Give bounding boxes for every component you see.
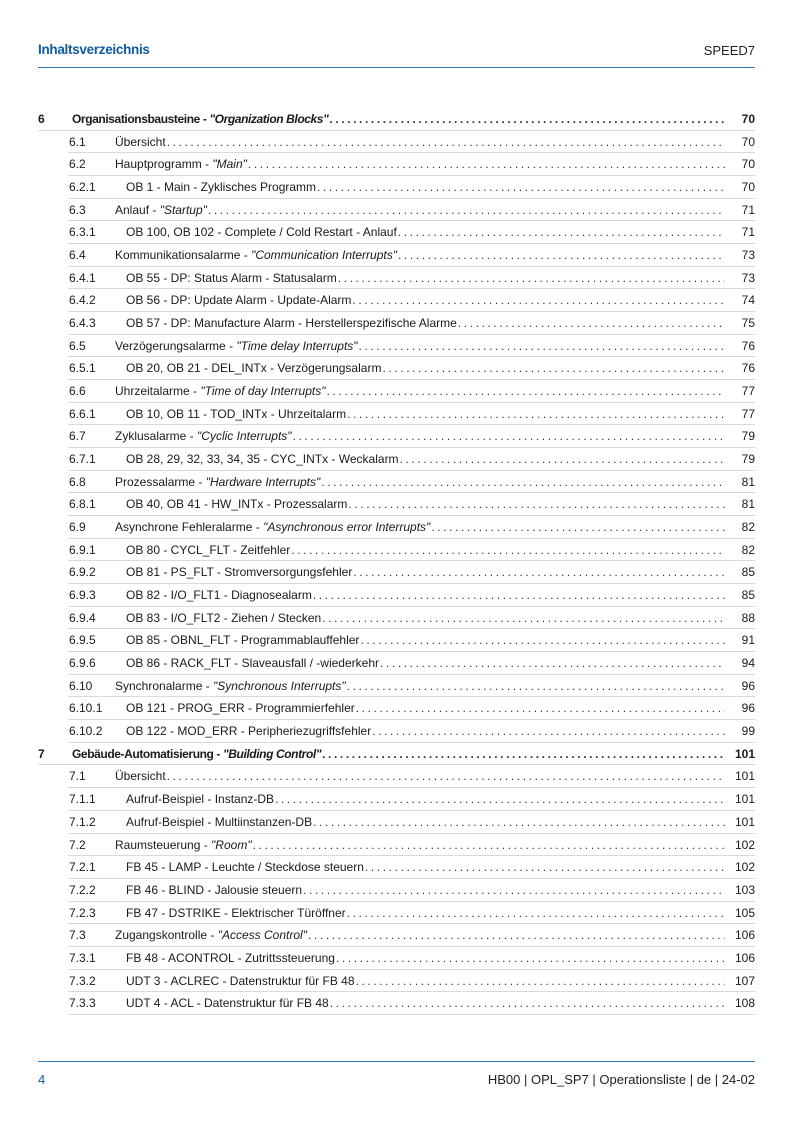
toc-entry-number: 6.7.1	[69, 452, 96, 467]
toc-entry-page: 70	[741, 180, 755, 195]
toc-entry-title	[126, 357, 725, 380]
toc-entry-text: OB 81 - PS_FLT - Stromversorgungsfehler	[126, 565, 353, 580]
toc-entry-number: 6.7	[69, 429, 86, 444]
toc-entry-title	[115, 765, 725, 788]
toc-entry-english-title: "Access Control"	[217, 928, 307, 943]
dot-leader	[329, 108, 725, 131]
toc-entry-text: Zyklusalarme -	[115, 429, 198, 444]
toc-entry-text: Anlauf -	[115, 202, 160, 217]
toc-entry-title	[115, 675, 725, 698]
toc-entry[interactable]	[38, 244, 755, 267]
toc-entry-text: OB 83 - I/O_FLT2 - Ziehen / Stecken	[126, 610, 322, 625]
toc-entry[interactable]	[38, 743, 755, 766]
toc-entry-text: UDT 4 - ACL - Datenstruktur für FB 48	[126, 996, 329, 1011]
toc-entry-page: 70	[741, 112, 755, 126]
toc-entry-title	[115, 335, 725, 358]
footer-divider	[38, 1061, 755, 1062]
toc-entry-title	[126, 879, 725, 902]
toc-entry-number: 6.10.2	[69, 724, 103, 739]
dot-leader	[458, 312, 725, 335]
toc-entry[interactable]	[38, 675, 755, 698]
toc-entry[interactable]	[38, 856, 755, 879]
toc-entry[interactable]	[38, 493, 755, 516]
dot-leader	[372, 720, 725, 743]
toc-entry-text: FB 47 - DSTRIKE - Elektrischer Türöffner	[126, 905, 346, 920]
footer-info: HB00 | OPL_SP7 | Operationsliste | de | 24-02	[487, 1072, 755, 1087]
dot-leader	[382, 357, 725, 380]
toc-entry-number: 6.4	[69, 248, 86, 263]
dot-leader	[322, 607, 725, 630]
toc-entry-title	[126, 539, 725, 562]
toc-entry-text: Übersicht	[115, 769, 166, 784]
toc-entry[interactable]	[38, 448, 755, 471]
toc-entry-page: 70	[741, 134, 755, 149]
toc-entry-title	[126, 720, 725, 743]
dot-leader	[291, 539, 725, 562]
toc-entry-english-title: "Organization Blocks"	[209, 112, 329, 126]
dot-leader	[347, 902, 725, 925]
toc-entry-title	[126, 289, 725, 312]
toc-entry-page: 103	[734, 882, 755, 897]
dot-leader	[398, 221, 725, 244]
dot-leader	[313, 584, 725, 607]
toc-entry-number: 6.6.1	[69, 406, 96, 421]
dot-leader	[338, 267, 725, 290]
dot-leader	[380, 652, 725, 675]
toc-entry-english-title: "Building Control"	[222, 746, 322, 761]
toc-entry-number: 7.1.1	[69, 792, 96, 807]
toc-entry-title	[126, 493, 725, 516]
toc-entry-text: OB 20, OB 21 - DEL_INTx - Verzögerungsalarm	[126, 361, 382, 376]
toc-entry-text: Hauptprogramm -	[115, 157, 213, 172]
toc-entry-title	[115, 516, 725, 539]
toc-entry-text: OB 28, 29, 32, 33, 34, 35 - CYC_INTx - Weckalarm	[126, 452, 399, 467]
toc-entry-title	[126, 811, 725, 834]
toc-entry-text: OB 100, OB 102 - Complete / Cold Restart - Anlauf	[126, 225, 397, 240]
dot-leader	[365, 856, 725, 879]
toc-entry-title	[115, 834, 725, 857]
dot-leader	[321, 471, 725, 494]
toc-entry[interactable]	[38, 561, 755, 584]
toc-entry-number: 7.2.3	[69, 905, 96, 920]
toc-entry[interactable]	[38, 788, 755, 811]
toc-entry-text: Aufruf-Beispiel - Multiinstanzen-DB	[126, 814, 313, 829]
toc-entry-title	[72, 108, 725, 131]
toc-entry-title	[126, 267, 725, 290]
toc-entry[interactable]	[38, 539, 755, 562]
header-title: Inhaltsverzeichnis	[38, 42, 150, 57]
dot-leader	[356, 697, 725, 720]
dot-leader	[293, 425, 725, 448]
dot-leader	[360, 629, 725, 652]
toc-entry-title	[115, 199, 725, 222]
toc-entry-title	[126, 448, 725, 471]
toc-entry[interactable]	[38, 131, 755, 154]
toc-entry-title	[126, 947, 725, 970]
toc-entry-number: 6.6	[69, 384, 86, 399]
toc-entry-title	[115, 131, 725, 154]
dot-leader	[308, 924, 725, 947]
toc-entry-page: 81	[741, 497, 755, 512]
toc-entry-text: Kommunikationsalarme -	[115, 248, 252, 263]
toc-entry[interactable]	[38, 992, 755, 1015]
toc-entry-number: 6.5	[69, 338, 86, 353]
toc-entry-page: 101	[734, 769, 755, 784]
toc-entry-number: 7.3	[69, 928, 86, 943]
toc-entry-number: 6.1	[69, 134, 86, 149]
toc-entry[interactable]	[38, 970, 755, 993]
dot-leader	[167, 765, 725, 788]
dot-leader	[303, 879, 725, 902]
toc-entry-page: 76	[741, 361, 755, 376]
toc-entry-number: 6.10	[69, 678, 93, 693]
toc-entry-number: 7.3.3	[69, 996, 96, 1011]
header-divider	[38, 67, 755, 68]
toc-entry-text: OB 82 - I/O_FLT1 - Diagnosealarm	[126, 588, 312, 603]
toc-entry-page: 105	[734, 905, 755, 920]
toc-entry-text: Verzögerungsalarme -	[115, 338, 237, 353]
toc-entry-number: 6.9.6	[69, 656, 96, 671]
toc-entry-title	[126, 221, 725, 244]
toc-entry[interactable]	[38, 335, 755, 358]
dot-leader	[359, 335, 725, 358]
toc-entry[interactable]	[38, 765, 755, 788]
toc-entry-page: 94	[741, 656, 755, 671]
dot-leader	[348, 493, 725, 516]
toc-entry-page: 71	[741, 202, 755, 217]
dot-leader	[330, 992, 725, 1015]
dot-leader	[322, 743, 725, 766]
toc-entry-title	[126, 992, 725, 1015]
toc-entry-title	[126, 652, 725, 675]
dot-leader	[167, 131, 725, 154]
table-of-contents	[38, 108, 755, 1015]
dot-leader	[353, 561, 725, 584]
toc-entry-page: 101	[734, 746, 755, 761]
dot-leader	[313, 811, 725, 834]
toc-entry[interactable]	[38, 312, 755, 335]
toc-entry-number: 7.1.2	[69, 814, 96, 829]
toc-entry[interactable]	[38, 834, 755, 857]
dot-leader	[352, 289, 725, 312]
toc-entry-text: OB 121 - PROG_ERR - Programmierfehler	[126, 701, 355, 716]
toc-entry-text: Raumsteuerung -	[115, 837, 212, 852]
toc-entry[interactable]	[38, 289, 755, 312]
toc-entry-page: 79	[741, 452, 755, 467]
toc-entry-text: Prozessalarme -	[115, 474, 206, 489]
toc-entry-number: 7.2.1	[69, 860, 96, 875]
toc-entry-number: 6.4.3	[69, 316, 96, 331]
toc-entry-text: Zugangskontrolle -	[115, 928, 218, 943]
toc-entry-page: 106	[734, 928, 755, 943]
toc-entry[interactable]	[38, 471, 755, 494]
toc-entry-text: Gebäude-Automatisierung -	[72, 746, 223, 761]
row-separator	[68, 1014, 755, 1015]
dot-leader	[347, 675, 725, 698]
toc-entry[interactable]	[38, 879, 755, 902]
toc-entry-number: 7	[38, 746, 45, 761]
toc-entry[interactable]	[38, 697, 755, 720]
toc-entry-page: 101	[734, 814, 755, 829]
toc-entry-title	[126, 561, 725, 584]
toc-entry-number: 6.9.1	[69, 542, 96, 557]
toc-entry-text: OB 56 - DP: Update Alarm - Update-Alarm	[126, 293, 352, 308]
toc-entry-title	[115, 153, 725, 176]
toc-entry[interactable]	[38, 403, 755, 426]
toc-entry-text: OB 40, OB 41 - HW_INTx - Prozessalarm	[126, 497, 348, 512]
toc-entry[interactable]	[38, 176, 755, 199]
toc-entry-page: 73	[741, 248, 755, 263]
toc-entry-text: OB 80 - CYCL_FLT - Zeitfehler	[126, 542, 291, 557]
dot-leader	[347, 403, 725, 426]
toc-entry-page: 70	[741, 157, 755, 172]
toc-entry-text: Übersicht	[115, 134, 166, 149]
toc-entry-english-title: "Communication Interrupts"	[251, 248, 397, 263]
toc-entry-title	[126, 584, 725, 607]
toc-entry[interactable]	[38, 425, 755, 448]
toc-entry[interactable]	[38, 516, 755, 539]
toc-entry-page: 85	[741, 588, 755, 603]
toc-entry-page: 88	[741, 610, 755, 625]
toc-entry-number: 7.2.2	[69, 882, 96, 897]
toc-entry-page: 79	[741, 429, 755, 444]
toc-entry-title	[115, 244, 725, 267]
toc-entry[interactable]	[38, 584, 755, 607]
toc-entry-title	[115, 380, 725, 403]
dot-leader	[400, 448, 725, 471]
toc-entry-title	[126, 856, 725, 879]
toc-entry[interactable]	[38, 357, 755, 380]
toc-entry-page: 76	[741, 338, 755, 353]
footer-page-number: 4	[38, 1072, 46, 1087]
toc-entry-title	[126, 697, 725, 720]
toc-entry-number: 7.3.2	[69, 973, 96, 988]
toc-entry-title	[126, 312, 725, 335]
toc-entry-text: OB 57 - DP: Manufacture Alarm - Herstellerspezifische Alarme	[126, 316, 457, 331]
toc-entry-number: 6.9.5	[69, 633, 96, 648]
toc-entry-english-title: "Hardware Interrupts"	[205, 474, 321, 489]
toc-entry-title	[126, 788, 725, 811]
toc-entry-title	[126, 176, 725, 199]
toc-entry-title	[126, 403, 725, 426]
toc-entry-number: 6.4.1	[69, 270, 96, 285]
toc-entry-text: Uhrzeitalarme -	[115, 384, 201, 399]
toc-entry-title	[126, 902, 725, 925]
toc-entry-title	[115, 924, 725, 947]
toc-entry-text: Synchronalarme -	[115, 678, 214, 693]
toc-entry-page: 99	[741, 724, 755, 739]
toc-entry-english-title: "Time delay Interrupts"	[236, 338, 358, 353]
toc-entry-page: 71	[741, 225, 755, 240]
toc-entry-english-title: "Cyclic Interrupts"	[197, 429, 292, 444]
toc-entry-number: 6.9.2	[69, 565, 96, 580]
toc-entry-number: 7.3.1	[69, 950, 96, 965]
toc-entry-text: UDT 3 - ACLREC - Datenstruktur für FB 48	[126, 973, 355, 988]
toc-entry-number: 6.2.1	[69, 180, 96, 195]
dot-leader	[248, 153, 725, 176]
toc-entry-text: Aufruf-Beispiel - Instanz-DB	[126, 792, 275, 807]
toc-entry[interactable]	[38, 607, 755, 630]
dot-leader	[253, 834, 725, 857]
toc-entry[interactable]	[38, 652, 755, 675]
dot-leader	[431, 516, 725, 539]
toc-entry-english-title: "Synchronous Interrupts"	[213, 678, 346, 693]
toc-entry-english-title: "Room"	[211, 837, 252, 852]
dot-leader	[398, 244, 725, 267]
toc-entry-page: 96	[741, 701, 755, 716]
toc-entry[interactable]	[38, 720, 755, 743]
toc-entry-number: 6.4.2	[69, 293, 96, 308]
toc-entry-page: 77	[741, 384, 755, 399]
toc-entry-text: OB 55 - DP: Status Alarm - Statusalarm	[126, 270, 337, 285]
toc-entry-number: 6.9	[69, 520, 86, 535]
toc-entry-number: 6.9.3	[69, 588, 96, 603]
toc-entry-page: 77	[741, 406, 755, 421]
toc-entry-title	[126, 970, 725, 993]
toc-entry-english-title: "Startup"	[159, 202, 207, 217]
toc-entry-title	[115, 425, 725, 448]
toc-entry-number: 7.1	[69, 769, 86, 784]
toc-entry-text: OB 85 - OBNL_FLT - Programmablauffehler	[126, 633, 360, 648]
toc-entry-page: 74	[741, 293, 755, 308]
toc-entry-page: 82	[741, 520, 755, 535]
dot-leader	[327, 380, 726, 403]
toc-entry-page: 102	[734, 837, 755, 852]
toc-entry-page: 108	[734, 996, 755, 1011]
toc-entry-page: 85	[741, 565, 755, 580]
toc-entry-number: 6.3.1	[69, 225, 96, 240]
toc-entry-page: 96	[741, 678, 755, 693]
toc-entry-number: 6.10.1	[69, 701, 103, 716]
toc-entry-page: 106	[734, 950, 755, 965]
dot-leader	[336, 947, 725, 970]
dot-leader	[208, 199, 725, 222]
toc-entry-number: 7.2	[69, 837, 86, 852]
toc-entry-text: OB 10, OB 11 - TOD_INTx - Uhrzeitalarm	[126, 406, 347, 421]
toc-entry[interactable]	[38, 153, 755, 176]
toc-entry-text: Asynchrone Fehleralarme -	[115, 520, 264, 535]
toc-entry-number: 6.5.1	[69, 361, 96, 376]
toc-entry-title	[115, 471, 725, 494]
toc-entry-page: 102	[734, 860, 755, 875]
toc-entry-text: FB 45 - LAMP - Leuchte / Steckdose steuern	[126, 860, 364, 875]
toc-entry[interactable]	[38, 629, 755, 652]
toc-entry-english-title: "Asynchronous error Interrupts"	[263, 520, 431, 535]
toc-entry[interactable]	[38, 947, 755, 970]
toc-entry-page: 75	[741, 316, 755, 331]
toc-entry[interactable]	[38, 380, 755, 403]
toc-entry-english-title: "Time of day Interrupts"	[200, 384, 326, 399]
dot-leader	[275, 788, 725, 811]
toc-entry-title	[126, 607, 725, 630]
toc-entry-page: 91	[741, 633, 755, 648]
toc-entry-text: Organisationsbausteine -	[72, 112, 210, 126]
toc-entry-text: OB 122 - MOD_ERR - Peripheriezugriffsfehler	[126, 724, 372, 739]
toc-entry-title	[126, 629, 725, 652]
toc-entry-number: 6.2	[69, 157, 86, 172]
toc-entry[interactable]	[38, 902, 755, 925]
toc-entry[interactable]	[38, 811, 755, 834]
toc-entry-title	[72, 743, 725, 766]
dot-leader	[356, 970, 725, 993]
toc-entry[interactable]	[38, 267, 755, 290]
toc-entry-page: 82	[741, 542, 755, 557]
toc-entry[interactable]	[38, 199, 755, 222]
toc-entry-text: OB 86 - RACK_FLT - Slaveausfall / -wiederkehr	[126, 656, 379, 671]
toc-entry-text: FB 46 - BLIND - Jalousie steuern	[126, 882, 303, 897]
toc-entry-number: 6.8	[69, 474, 86, 489]
toc-entry-text: FB 48 - ACONTROL - Zutrittssteuerung	[126, 950, 335, 965]
toc-entry-page: 107	[734, 973, 755, 988]
toc-entry[interactable]	[38, 924, 755, 947]
toc-entry-number: 6.8.1	[69, 497, 96, 512]
toc-entry-text: OB 1 - Main - Zyklisches Programm	[126, 180, 317, 195]
toc-entry-english-title: "Main"	[212, 157, 247, 172]
toc-entry-page: 81	[741, 474, 755, 489]
header-product: SPEED7	[703, 43, 755, 58]
toc-entry-number: 6.9.4	[69, 610, 96, 625]
toc-entry-number: 6	[38, 112, 45, 126]
toc-entry-page: 101	[734, 792, 755, 807]
toc-entry-page: 73	[741, 270, 755, 285]
toc-entry[interactable]	[38, 221, 755, 244]
toc-entry-number: 6.3	[69, 202, 86, 217]
toc-entry[interactable]	[38, 108, 755, 131]
dot-leader	[317, 176, 725, 199]
